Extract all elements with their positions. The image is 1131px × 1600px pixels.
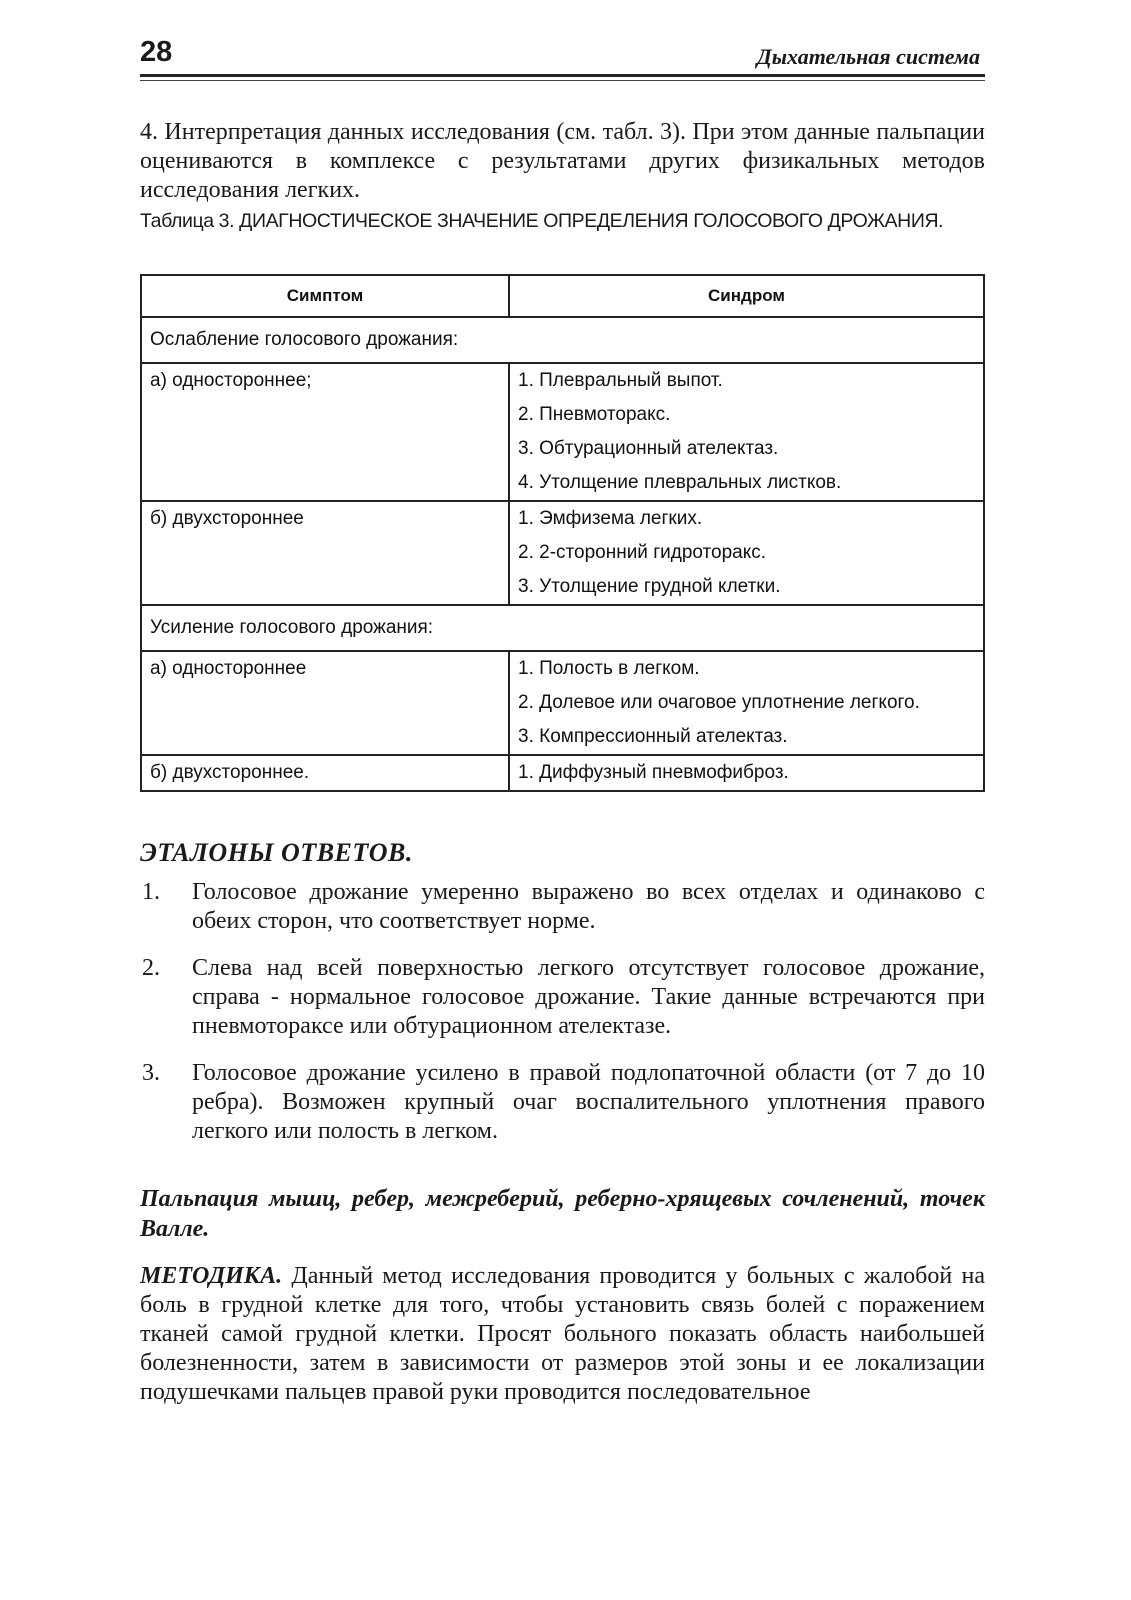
syndrome-item: 1. Плевральный выпот. [518,370,723,391]
symptom-cell [141,363,509,501]
item-text: Голосовое дрожание умеренно выражено во всех отделах и одинаково с обеих сторон, что соответствует норме. [192,879,985,934]
answers-list [140,878,985,1164]
running-title: Дыхательная система [756,44,980,69]
syndrome-item: 1. Эмфизема легких. [518,508,703,529]
syndrome-item: 2. Пневмоторакс. [518,404,671,425]
syndrome-cell [509,755,984,791]
syndrome-cell [509,651,984,755]
syndrome-item: 3. Компрессионный ателектаз. [518,726,788,747]
table-row [141,651,984,755]
syndrome-item: 4. Утолщение плевральных листков. [518,472,842,493]
symptom-text: а) одностороннее; [150,370,312,391]
table-row [141,755,984,791]
symptom-cell [141,501,509,605]
column-header-symptom: Симптом [141,275,509,317]
group-label-weakening: Ослабление голосового дрожания: [141,317,984,363]
syndrome-item: 3. Обтурационный ателектаз. [518,438,779,459]
answers-title: ЭТАЛОНЫ ОТВЕТОВ. [140,838,413,867]
item-number: 3. [142,1060,160,1086]
syndrome-item: 1. Диффузный пневмофиброз. [518,762,789,783]
item-number: 2. [142,955,160,981]
syndrome-item: 1. Полость в легком. [518,658,700,679]
table-group-row [141,317,984,363]
column-header-syndrome: Синдром [509,275,984,317]
header-rule-thick [140,74,985,77]
symptom-cell [141,651,509,755]
item-number: 1. [142,879,160,905]
page-number: 28 [140,36,173,68]
running-header [140,36,980,76]
item-text: Слева над всей поверхностью легкого отсутствует голосовое дрожание, справа - нормальное голосовое дрожание. Такие данные встречаются при пневмотораксе или обтурационном ателектазе. [192,955,985,1039]
table-row [141,501,984,605]
header-rule-thin [140,80,985,81]
method-text: Данный метод исследования проводится у больных с жалобой на боль в грудной клетке для того, чтобы установить связь болей с поражением тканей самой грудной клетки. Просят больного показать область наибольшей болезненности, затем в зависимости от размеров этой зоны и ее локализации подушечками пальцев правой руки проводится последовательное [140,1263,985,1405]
syndrome-item: 2. Долевое или очаговое уплотнение легкого. [518,692,920,713]
section-subheading: Пальпация мышц, ребер, межреберий, реберно-хрящевых сочленений, точек Валле. [140,1186,985,1242]
method-label: МЕТОДИКА. [140,1263,283,1289]
symptom-text: б) двухстороннее. [150,762,310,783]
syndrome-cell [509,363,984,501]
symptom-text: а) одностороннее [150,658,307,679]
syndrome-item: 2. 2-сторонний гидроторакс. [518,542,767,563]
diagnostic-table [140,274,985,792]
item-text: Голосовое дрожание усилено в правой подлопаточной области (от 7 до 10 ребра). Возможен крупный очаг воспалительного уплотнения правого легкого или полость в легком. [192,1060,985,1144]
list-item [140,878,985,936]
table-caption: Таблица 3. ДИАГНОСТИЧЕСКОЕ ЗНАЧЕНИЕ ОПРЕДЕЛЕНИЯ ГОЛОСОВОГО ДРОЖАНИЯ. [140,210,944,232]
intro-paragraph: 4. Интерпретация данных исследования (см. табл. 3). При этом данные пальпации оцениваются в комплексе с результатами других физикальных методов исследования легких. [140,119,985,203]
table-row [141,363,984,501]
syndrome-item: 3. Утолщение грудной клетки. [518,576,781,597]
method-paragraph [140,1262,985,1407]
symptom-cell [141,755,509,791]
syndrome-cell [509,501,984,605]
group-label-strengthening: Усиление голосового дрожания: [141,605,984,651]
symptom-text: б) двухстороннее [150,508,304,529]
list-item [140,954,985,1041]
list-item [140,1059,985,1146]
table-group-row [141,605,984,651]
table-header-row [141,275,984,317]
